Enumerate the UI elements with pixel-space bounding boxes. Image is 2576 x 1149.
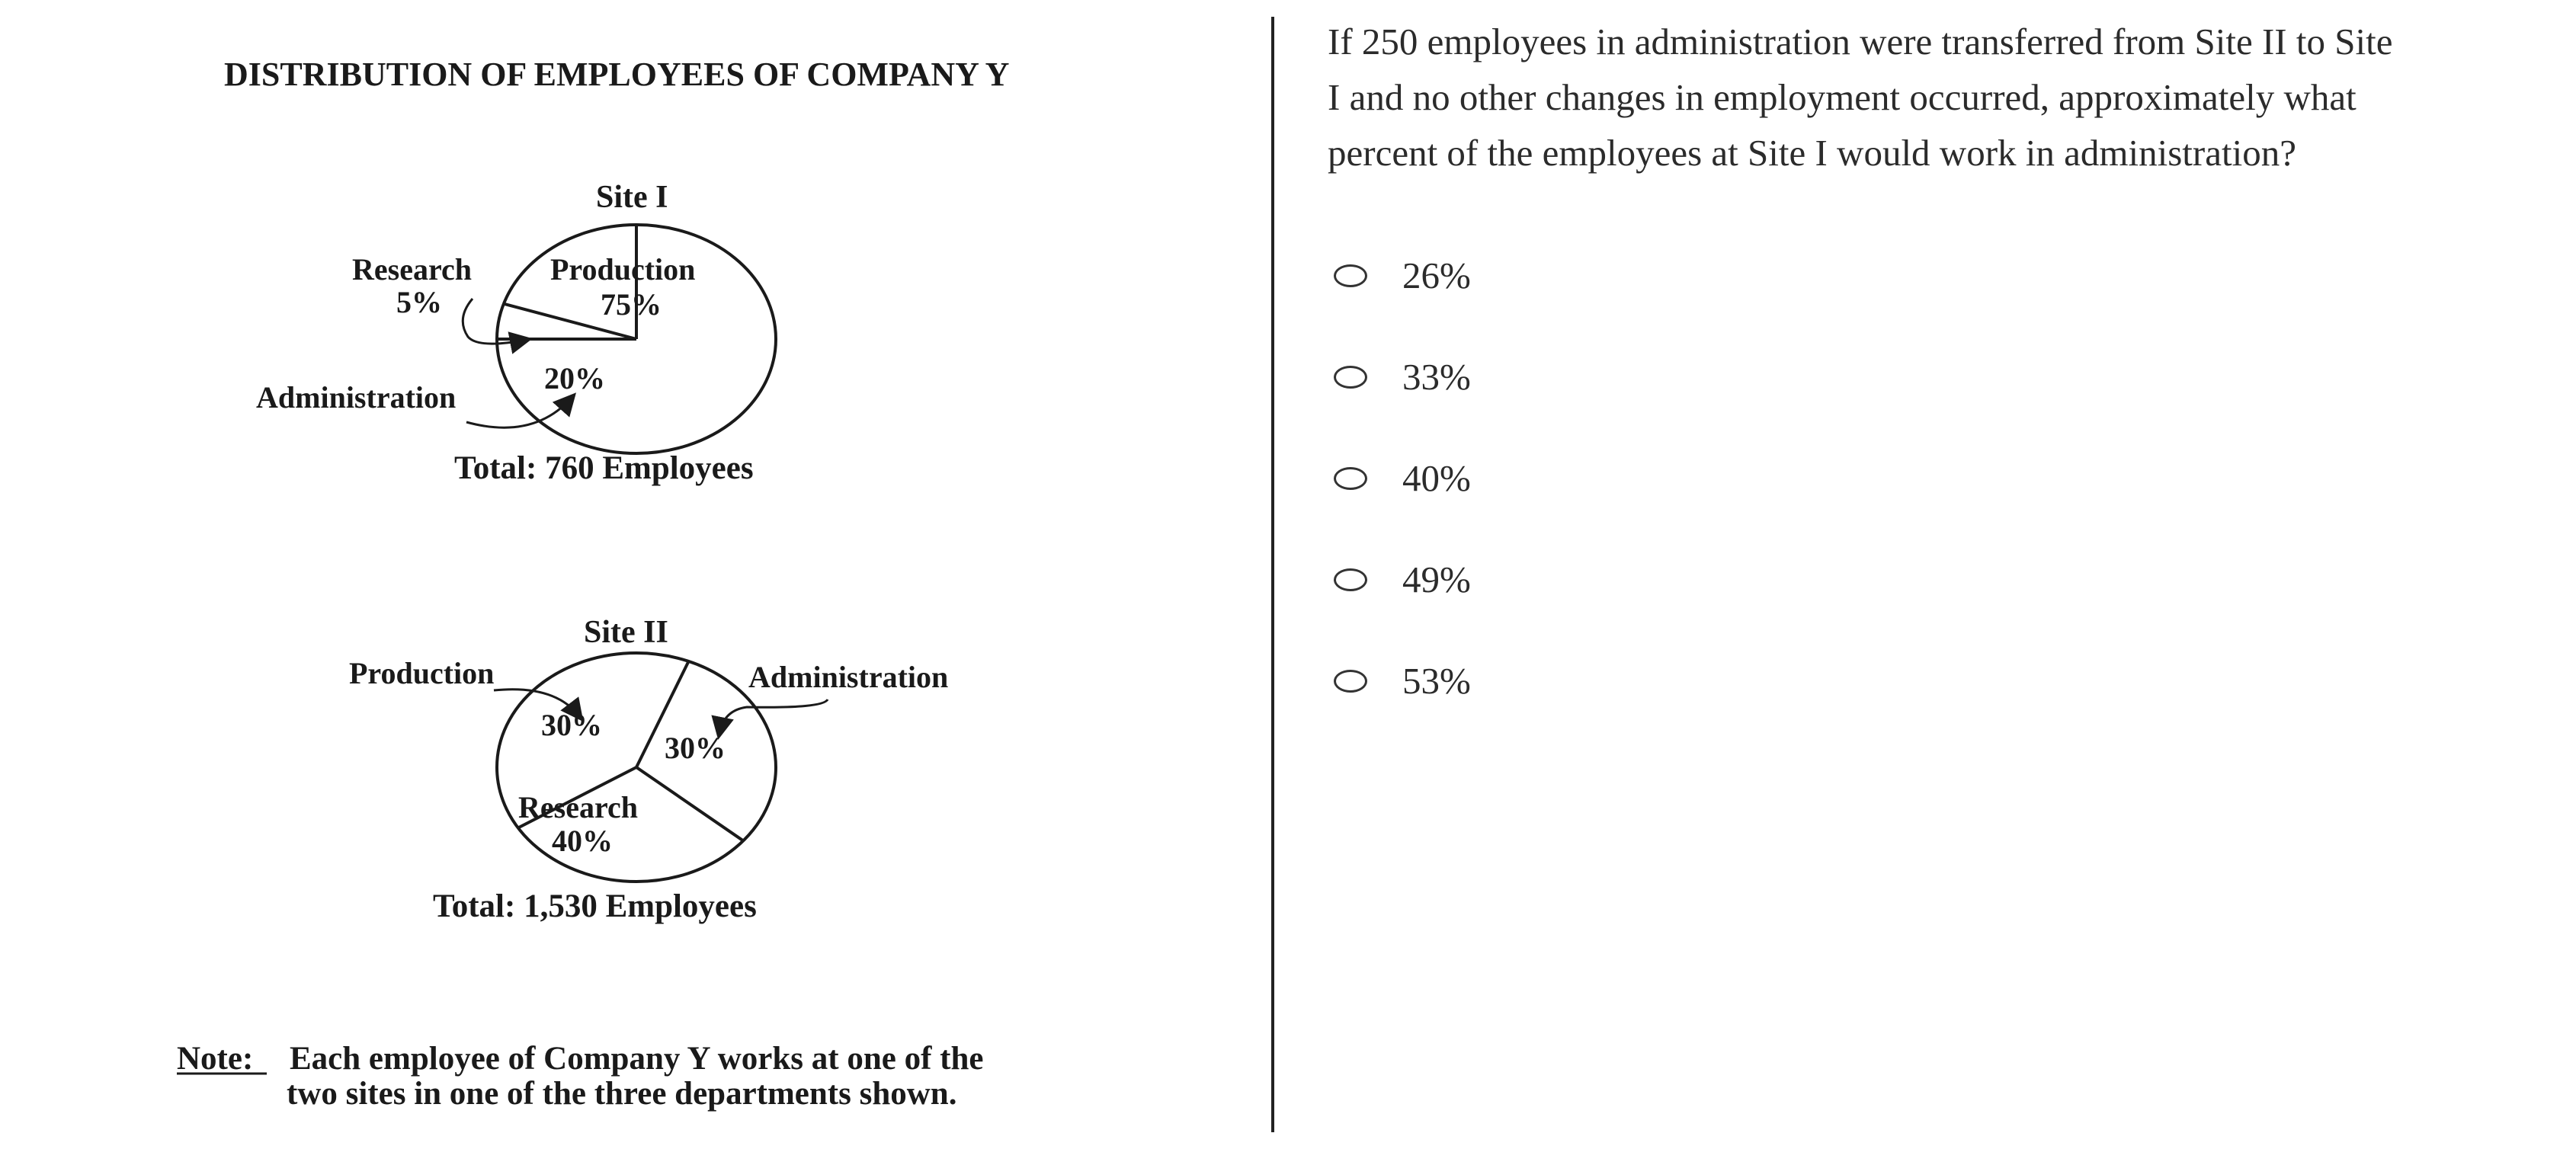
answer-option-c[interactable]	[1328, 427, 2395, 529]
answer-option-b[interactable]	[1328, 326, 2395, 427]
note-label: Note:	[177, 1041, 254, 1077]
site1-research-percent: 5%	[396, 285, 442, 319]
answer-option-a[interactable]	[1328, 225, 2395, 326]
radio-button-icon[interactable]	[1334, 568, 1367, 591]
site2-production-percent: 30%	[541, 708, 602, 742]
site2-pie	[497, 653, 776, 882]
site1-total: Total: 760 Employees	[454, 450, 754, 486]
radio-button-icon[interactable]	[1334, 670, 1367, 693]
answer-option-label: 53%	[1402, 660, 1471, 702]
site1-administration-percent: 20%	[544, 361, 605, 395]
note-line-1: Each employee of Company Y works at one of the	[290, 1041, 984, 1077]
answer-option-label: 26%	[1402, 254, 1471, 296]
site2-administration-percent: 30%	[665, 731, 726, 765]
note-line-2: two sites in one of the three departments shown.	[287, 1076, 957, 1112]
answer-option-label: 40%	[1402, 457, 1471, 499]
answer-option-label: 33%	[1402, 356, 1471, 398]
radio-button-icon[interactable]	[1334, 467, 1367, 490]
answer-options	[1328, 225, 2395, 731]
radio-button-icon[interactable]	[1334, 366, 1367, 389]
figure-panel	[0, 0, 1271, 1149]
site2-administration-name: Administration	[748, 660, 949, 694]
figure-title: DISTRIBUTION OF EMPLOYEES OF COMPANY Y	[224, 56, 1010, 93]
answer-option-e[interactable]	[1328, 630, 2395, 731]
site2-total: Total: 1,530 Employees	[433, 888, 757, 924]
answer-option-label: 49%	[1402, 558, 1471, 600]
site1-research-leader	[463, 299, 526, 344]
site2-slice-administration-boundary	[636, 767, 743, 840]
site2-administration-leader	[719, 699, 828, 733]
question-text: If 250 employees in administration were transferred from Site II to Site I and no other changes in employment occurred, approximately what percent of the employees at Site I would work in administration?	[1328, 21, 2393, 174]
site1-production-name: Production	[550, 252, 696, 286]
site1-research-name: Research	[352, 252, 472, 286]
site1-production-percent: 75%	[601, 287, 662, 322]
vertical-divider	[1271, 17, 1274, 1132]
site1-administration-name: Administration	[256, 380, 457, 414]
question-panel	[1328, 14, 2395, 744]
site2-research-percent: 40%	[552, 824, 613, 858]
site1-label: Site I	[596, 180, 668, 215]
distribution-figure	[0, 0, 1271, 1149]
site2-production-name: Production	[349, 656, 495, 690]
site2-label: Site II	[584, 615, 668, 650]
radio-button-icon[interactable]	[1334, 264, 1367, 287]
answer-option-d[interactable]	[1328, 529, 2395, 630]
site2-research-name: Research	[518, 790, 638, 824]
